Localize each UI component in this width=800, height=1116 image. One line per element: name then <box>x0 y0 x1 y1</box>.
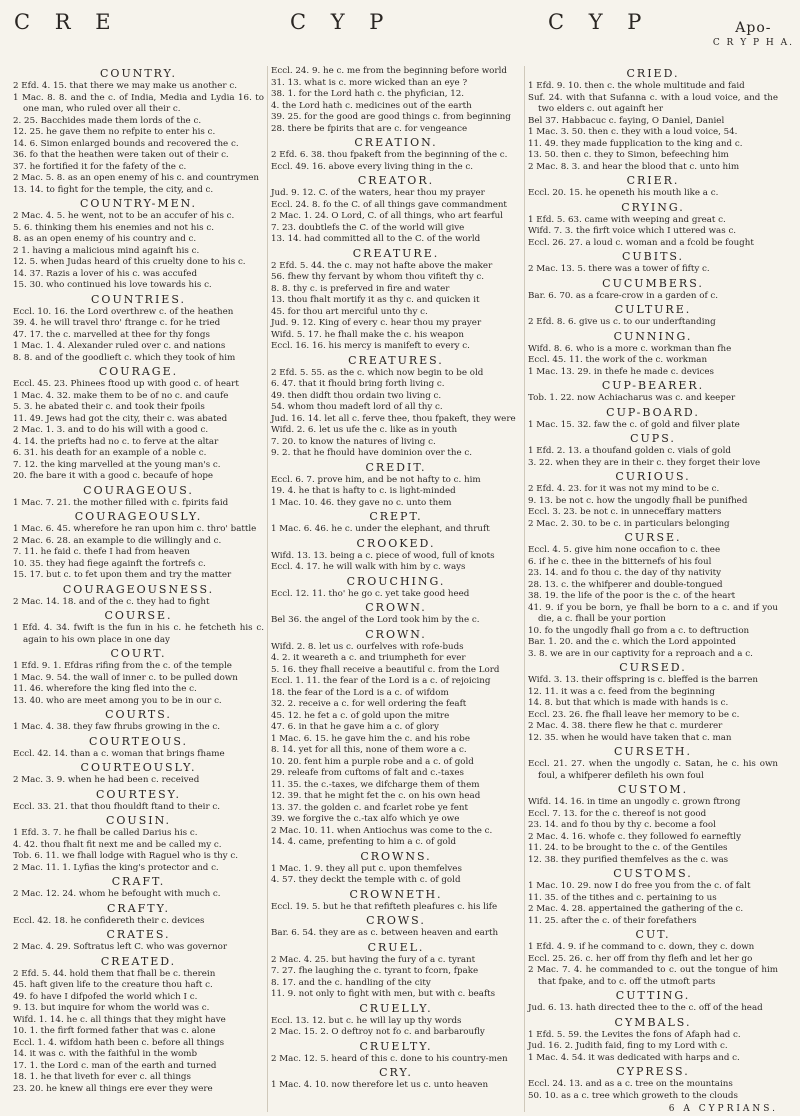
concordance-entry: 12. 35. when he would have taken that c. man <box>528 732 732 743</box>
entry-heading: CUT. <box>635 928 671 941</box>
concordance-entry: 12. 5. when Judas heard of this cruelty done to his c. <box>13 257 246 267</box>
concordance-entry: Jud. 16. 14. let all c. ferve thee, thou fpakeft, they were <box>271 413 516 424</box>
concordance-entry: 2 Efd. 8. 6. give us c. to our underftanding <box>528 317 716 327</box>
concordance-entry: 39. 25. for the good are good things c. from beginning <box>271 112 511 122</box>
concordance-entry: 2 Mac. 4. 5. he went, not to be an accufer of his c. <box>13 211 235 221</box>
entry-heading: CURSE. <box>624 531 682 544</box>
entry-heading: COURSE. <box>104 609 173 622</box>
concordance-entry: 1 Mac. 6. 46. he c. under the elephant, and thruft <box>271 524 490 534</box>
concordance-entry: 1 Efd. 9. 1. Efdras rifing from the c. of the temple <box>13 661 232 671</box>
concordance-entry: Bel 36. the angel of the Lord took him by the c. <box>271 615 480 625</box>
concordance-entry: 2 Mac. 4. 28. appertained the gathering of the c. <box>528 904 744 914</box>
concordance-entry: 1 Mac. 3. 50. then c. they with a loud voice, 54. <box>528 127 738 137</box>
catchword: 6 A CYPRIANS. <box>668 1104 778 1112</box>
concordance-entry: 45. 12. he fet a c. of gold upon the mitre <box>271 710 450 721</box>
entry-heading: CRUEL. <box>367 940 425 954</box>
concordance-entry: Eccl. 42. 14. than a c. woman that brings fhame <box>13 748 225 759</box>
concordance-entry: 14. 6. Simon enlarged bounds and recovered the c. <box>13 138 239 149</box>
entry-heading: CROWS. <box>366 914 426 927</box>
entry-heading: CUTTING. <box>615 989 691 1002</box>
concordance-entry: Eccl. 16. 16. his mercy is manifeft to every c. <box>271 341 470 351</box>
concordance-entry: 18. 1. he that liveth for ever c. all things <box>13 1072 191 1082</box>
concordance-entry: Jud. 9. 12. King of every c. hear thou my prayer <box>271 318 482 328</box>
concordance-entry: 23. 20. he knew all things ere ever they were <box>13 1083 213 1094</box>
concordance-entry: Eccl. 24. 13. and as a c. tree on the mountains <box>528 1079 733 1089</box>
concordance-entry: 1 Mac. 1. 4. Alexander ruled over c. and nations <box>13 341 226 351</box>
concordance-entry: 2 Mac. 7. 4. he commanded to c. out the tongue of him that fpake, and to c. off the utmoft parts <box>528 965 778 987</box>
concordance-entry: 11. 49. they made fupplication to the king and c. <box>528 138 743 149</box>
entry-heading: CURSED. <box>619 661 687 674</box>
concordance-entry: 2 Efd. 4. 23. for it was not my mind to be c. <box>528 484 720 494</box>
concordance-entry: Eccl. 25. 26. c. her off from thy flefh and let her go <box>528 953 753 964</box>
concordance-entry: Bar. 1. 20. and the c. which the Lord appointed <box>528 637 736 647</box>
concordance-entry: Jud. 6. 13. hath directed thee to the c. off of the head <box>528 1003 763 1013</box>
concordance-entry: Tob. 6. 11. we fhall lodge with Raguel who is thy c. <box>13 851 238 861</box>
entry-heading: COURAGE. <box>98 365 179 378</box>
concordance-entry: 14. 4. came, prefenting to him a c. of gold <box>271 837 457 847</box>
entry-heading: CRIER. <box>626 174 680 187</box>
entry-heading: CRAFTY. <box>107 901 170 915</box>
concordance-entry: Eccl. 21. 27. when the ungodly c. Satan, he c. his own foul, a whifperer defileth his own foul <box>528 759 778 781</box>
concordance-entry: 1 Mac. 4. 38. they faw fhrubs growing in the c. <box>13 722 221 732</box>
concordance-entry: 2 Mac. 15. 2. O deftroy not fo c. and barbaroufly <box>271 1027 485 1037</box>
entry-heading: COURTESY. <box>95 787 182 801</box>
concordance-entry: 9. 13. be not c. how the ungodly fhall be punifhed <box>528 495 748 506</box>
column-middle <box>267 66 524 1112</box>
concordance-entry: 6. if he c. thee in the bitternefs of his foul <box>528 556 712 567</box>
concordance-entry: 2 Mac. 4. 25. but having the fury of a c. tyrant <box>271 954 476 965</box>
concordance-entry: 12. 38. they purified themfelves as the c. was <box>528 854 729 865</box>
concordance-entry: 37. he fortified it for the fafety of the c. <box>13 161 187 172</box>
concordance-entry: Wifd. 5. 17. he fhall make the c. his weapon <box>271 329 464 340</box>
concordance-entry: 2 Mac. 11. 1. Lyfias the king's protector and c. <box>13 862 219 873</box>
concordance-entry: 28. there be fpirits that are c. for vengeance <box>271 123 468 134</box>
entry-heading: CROWNETH. <box>349 887 443 901</box>
concordance-entry: 12. 39. that he might fet the c. on his own head <box>271 791 481 801</box>
concordance-entry: 2 Mac. 1. 24. O Lord, C. of all things, who art fearful <box>271 211 503 221</box>
entry-heading: COURAGEOUS. <box>83 483 194 497</box>
entry-heading: CROWNS. <box>360 849 432 863</box>
concordance-entry: 13. 14. had committed all to the C. of the world <box>271 234 481 244</box>
entry-heading: CUCUMBERS. <box>602 276 704 290</box>
concordance-entry: 7. 23. doubtlefs the C. of the world will give <box>271 222 465 233</box>
concordance-entry: 1 Efd. 4. 9. if he command to c. down, they c. down <box>528 942 755 952</box>
concordance-entry: 2 Mac. 1. 3. and to do his will with a good c. <box>13 425 209 435</box>
concordance-entry: 11. 9. not only to fight with men, but with c. beafts <box>271 989 496 999</box>
concordance-entry: Eccl. 4. 5. give him none occafion to c. thee <box>528 545 721 555</box>
concordance-entry: Wifd. 1. 14. he c. all things that they might have <box>13 1014 226 1025</box>
concordance-entry: 4. 14. the priefts had no c. to ferve at the altar <box>13 436 219 447</box>
concordance-entry: Jud. 9. 12. C. of the waters, hear thou my prayer <box>271 188 485 198</box>
concordance-entry: 1 Mac. 13. 29. in thefe he made c. devices <box>528 366 715 377</box>
concordance-entry: 47. 17. the c. marvelled at thee for thy fongs <box>13 329 210 340</box>
concordance-entry: 8. 8. and of the goodlieft c. which they took of him <box>13 352 236 363</box>
concordance-entry: Wifd. 13. 13. being a c. piece of wood, full of knots <box>271 550 495 561</box>
entry-heading: CREDIT. <box>365 460 427 474</box>
concordance-entry: Eccl. 1. 11. the fear of the Lord is a c. of rejoicing <box>271 676 491 686</box>
concordance-entry: Eccl. 49. 16. above every living thing in the c. <box>271 161 474 172</box>
concordance-entry: 2 1. having a malicious mind againft his c. <box>13 245 200 256</box>
entry-heading: CUSTOMS. <box>613 867 693 880</box>
concordance-entry: 2 Efd. 5. 44. the c. may not hafte above the maker <box>271 260 493 271</box>
concordance-entry: Eccl. 23. 26. fhe fhall leave her memory to be c. <box>528 709 740 720</box>
concordance-entry: 8. 8. thy c. is preferved in fire and water <box>271 283 450 294</box>
concordance-entry: 11. 24. to be brought to the c. of the Gentiles <box>528 843 728 853</box>
concordance-entry: 2 Mac. 12. 24. whom he befought with much c. <box>13 889 221 899</box>
concordance-entry: Eccl. 1. 4. wifdom hath been c. before all things <box>13 1037 225 1048</box>
concordance-entry: 14. 8. but that which is made with hands is c. <box>528 698 729 708</box>
concordance-entry: 1 Mac. 6. 15. he gave him the c. and his robe <box>271 733 470 744</box>
concordance-entry: 2 Mac. 14. 18. and of the c. they had to fight <box>13 596 210 607</box>
concordance-entry: 2 Mac. 13. 5. there was a tower of fifty c. <box>528 264 710 274</box>
concordance-entry: 1 Mac. 4. 54. it was dedicated with harps and c. <box>528 1052 740 1063</box>
entry-heading: COURTS. <box>105 708 172 721</box>
concordance-entry: 8. 14. yet for all this, none of them wore a c. <box>271 745 467 755</box>
concordance-entry: 11. 35. the c.-taxes, we difcharge them of them <box>271 779 480 790</box>
concordance-entry: 2 Mac. 3. 9. when he had been c. received <box>13 775 200 785</box>
concordance-entry: Eccl. 24. 8. fo the C. of all things gave commandment <box>271 199 507 210</box>
entry-heading: CREATURES. <box>348 353 444 367</box>
concordance-entry: Bar. 6. 54. they are as c. between heaven and earth <box>271 928 499 938</box>
entry-heading: CREATURE. <box>352 246 440 260</box>
entry-heading: COURAGEOUSLY. <box>74 510 203 523</box>
concordance-entry: 14. 37. Razis a lover of his c. was accufed <box>13 268 198 279</box>
running-head-left: C R E <box>14 10 120 34</box>
concordance-entry: 13. 40. who are meet among you to be in our c. <box>13 695 222 706</box>
concordance-entry: 1 Mac. 9. 54. the wall of inner c. to be pulled down <box>13 672 238 683</box>
concordance-entry: 11. 49. Jews had got the city, their c. was abated <box>13 413 228 424</box>
concordance-entry: 5. 16. they fhall receive a beautiful c. from the Lord <box>271 664 500 675</box>
concordance-entry: 5. 3. he abated their c. and took their fpoils <box>13 402 205 412</box>
concordance-entry: 12. 11. it was a c. feed from the beginning <box>528 686 715 697</box>
concordance-entry: 4. 2. it weareth a c. and triumpheth for ever <box>271 653 466 663</box>
concordance-entry: 56. fhew thy fervant by whom thou vifiteft thy c. <box>271 272 485 282</box>
concordance-entry: 4. 42. thou fhalt fit next me and be called my c. <box>13 839 222 850</box>
entry-heading: CULTURE. <box>614 303 692 316</box>
concordance-entry: 8. 17. and the c. handling of the city <box>271 977 431 988</box>
entry-heading: COURTEOUS. <box>88 734 189 748</box>
concordance-entry: 1 Efd. 9. 10. then c. the whole multitude and faid <box>528 81 745 91</box>
running-head-right: C Y P <box>548 10 651 34</box>
concordance-entry: 2 Mac. 10. 11. when Antiochus was come to the c. <box>271 825 493 836</box>
entry-heading: CURIOUS. <box>615 470 691 483</box>
concordance-entry: 41. 9. if you be born, ye fhall be born to a c. and if you die, a c. fhall be your portion <box>528 602 778 624</box>
entry-heading: CUBITS. <box>621 250 685 263</box>
concordance-entry: Eccl. 33. 21. that thou fhouldft ftand to their c. <box>13 801 220 812</box>
concordance-entry: 54. whom thou madeft lord of all thy c. <box>271 402 443 412</box>
concordance-entry: 1 Mac. 10. 46. they gave no c. unto them <box>271 497 452 508</box>
concordance-entry: Eccl. 45. 23. Phinees ftood up with good c. of heart <box>13 379 239 389</box>
concordance-entry: 1 Efd. 3. 7. he fhall be called Darius his c. <box>13 828 198 838</box>
concordance-entry: 15. 17. but c. to fet upon them and try the matter <box>13 570 232 580</box>
concordance-entry: 1 Mac. 4. 10. now therefore let us c. unto heaven <box>271 1080 489 1090</box>
concordance-entry: 31. 13. what is c. more wicked than an eye ? <box>271 77 468 88</box>
entry-heading: COURTEOUSLY. <box>80 761 197 774</box>
entry-heading: CRIED. <box>626 67 680 80</box>
concordance-entry: 6. 31. his death for an example of a noble c. <box>13 448 207 458</box>
entry-heading: COURAGEOUSNESS. <box>62 582 215 596</box>
concordance-entry: 14. it was c. with the faithful in the womb <box>13 1049 198 1059</box>
concordance-entry: 11. 46. wherefore the king fled into the c. <box>13 684 197 694</box>
concordance-entry: 7. 20. to know the natures of living c. <box>271 436 436 447</box>
concordance-entry: 2 Mac. 5. 8. as an open enemy of his c. and countrymen <box>13 173 259 183</box>
column-left <box>10 66 267 1112</box>
concordance-entry: 10. 35. they had fiege againft the fortrefs c. <box>13 558 206 569</box>
concordance-entry: 49. fo have I difpofed the world which I c. <box>13 991 198 1002</box>
entry-heading: CREATOR. <box>357 174 435 187</box>
concordance-entry: Bel 37. Habbacuc c. faying, O Daniel, Daniel <box>528 115 725 126</box>
concordance-entry: 11. 35. of the tithes and c. pertaining to us <box>528 892 717 903</box>
column-right <box>524 66 781 1112</box>
concordance-entry: Suf. 24. with that Sufanna c. with a loud voice, and the two elders c. out againft her <box>528 92 778 114</box>
concordance-entry: 45. haft given life to the creature thou haft c. <box>13 980 213 990</box>
concordance-entry: 1 Mac. 10. 29. now I do free you from the c. of falt <box>528 881 751 891</box>
concordance-entry: 2 Mac. 4. 29. Softratus left C. who was governor <box>13 942 227 952</box>
concordance-entry: 39. we forgive the c.-tax alfo which ye owe <box>271 814 460 824</box>
concordance-entry: 17. 1. the Lord c. man of the earth and turned <box>13 1060 217 1071</box>
concordance-entry: 1 Efd. 5. 59. the Levites the fons of Afaph had c. <box>528 1029 741 1040</box>
concordance-entry: 15. 30. who continued his love towards his c. <box>13 280 212 290</box>
entry-heading: CROUCHING. <box>346 574 446 588</box>
section-label-sub: C R Y P H A. <box>712 38 794 48</box>
concordance-entry: Bar. 6. 70. as a fcare-crow in a garden of c. <box>528 290 719 301</box>
concordance-entry: Wifd. 2. 6. let us ufe the c. like as in youth <box>271 425 458 435</box>
concordance-entry: 29. releafe from cuftoms of falt and c.-taxes <box>271 768 465 778</box>
entry-heading: CREATION. <box>354 136 438 149</box>
concordance-entry: Jud. 16. 2. Judith faid, fing to my Lord with c. <box>528 1041 728 1051</box>
concordance-entry: Eccl. 13. 12. but c. he will lay up thy words <box>271 1015 462 1026</box>
concordance-entry: 1 Mac. 15. 32. faw the c. of gold and filver plate <box>528 419 740 430</box>
concordance-entry: Eccl. 19. 5. but he that refifteth pleafures c. his life <box>271 901 498 912</box>
entry-heading: CRATES. <box>106 928 171 941</box>
concordance-entry: 2 Mac. 4. 16. whofe c. they followed fo earneftly <box>528 831 741 842</box>
concordance-entry: 2 Mac. 12. 5. heard of this c. done to his country-men <box>271 1053 508 1064</box>
concordance-entry: 7. 11. he faid c. thefe I had from heaven <box>13 547 190 557</box>
concordance-entry: 1 Mac. 8. 8. and the c. of India, Media and Lydia 16. to one man, who ruled over all their c. <box>13 92 264 114</box>
concordance-entry: 9. 2. that he fhould have dominion over the c. <box>271 448 473 458</box>
concordance-entry: Eccl. 7. 13. for the c. thereof is not good <box>528 808 707 819</box>
concordance-entry: Wifd. 3. 13. their offspring is c. bleffed is the barren <box>528 675 758 685</box>
page-header <box>0 6 800 58</box>
concordance-entry: 13. 50. then c. they to Simon, befeeching him <box>528 150 729 160</box>
entry-heading: CREPT. <box>369 510 423 523</box>
concordance-entry: Wifd. 8. 6. who is a more c. workman than fhe <box>528 343 732 354</box>
entry-heading: COUSIN. <box>105 814 171 827</box>
concordance-entry: 10. 20. fent him a purple robe and a c. of gold <box>271 756 474 767</box>
concordance-entry: 10. fo the ungodly fhall go from a c. to deftruction <box>528 625 750 636</box>
concordance-entry: 13. 37. the golden c. and fcarlet robe ye fent <box>271 802 468 813</box>
concordance-entry: Eccl. 24. 9. he c. me from the beginning before world <box>271 66 507 76</box>
entry-heading: CUPS. <box>630 432 676 445</box>
concordance-entry: 39. 4. he will travel thro' ftrange c. for he tried <box>13 318 221 328</box>
concordance-entry: 6. 47. that it fhould bring forth living c. <box>271 379 445 389</box>
entry-heading: CYPRESS. <box>616 1065 690 1078</box>
entry-heading: COUNTRY. <box>100 67 177 80</box>
concordance-entry: 8. as an open enemy of his country and c. <box>13 234 197 244</box>
concordance-entry: 2 Efd. 5. 44. hold them that fhall be c. therein <box>13 968 216 979</box>
entry-heading: CROWN. <box>365 627 427 641</box>
entry-heading: CREATED. <box>100 954 177 968</box>
concordance-entry: Tob. 1. 22. now Achiacharus was c. and keeper <box>528 393 736 403</box>
concordance-entry: 49. then didft thou ordain two living c. <box>271 390 442 401</box>
concordance-entry: Eccl. 42. 18. he confidereth their c. devices <box>13 915 205 926</box>
concordance-entry: 2 Mac. 8. 3. and hear the blood that c. unto him <box>528 161 740 172</box>
concordance-entry: Eccl. 12. 11. tho' he go c. yet take good heed <box>271 588 470 599</box>
concordance-entry: 7. 12. the king marvelled at the young man's c. <box>13 459 221 470</box>
concordance-entry: 13. thou fhalt mortify it as thy c. and quicken it <box>271 295 480 305</box>
entry-heading: COURT. <box>110 647 167 660</box>
concordance-entry: 19. 4. he that is hafty to c. is light-minded <box>271 486 456 496</box>
concordance-entry: 38. 1. for the Lord hath c. the phyfician, 12. <box>271 89 465 99</box>
concordance-entry: 23. 14. and fo thou c. the day of thy nativity <box>528 568 722 578</box>
concordance-entry: 1 Mac. 4. 32. make them to be of no c. and caufe <box>13 390 229 401</box>
concordance-entry: 2 Efd. 4. 15. that there we may make us another c. <box>13 81 237 91</box>
concordance-entry: 18. the fear of the Lord is a c. of wifdom <box>271 687 449 698</box>
concordance-entry: 1 Mac. 1. 9. they all put c. upon themfelves <box>271 863 462 874</box>
concordance-entry: 1 Mac. 7. 21. the mother filled with c. fpirits faid <box>13 497 229 508</box>
concordance-entry: 45. for thou art merciful unto thy c. <box>271 306 428 317</box>
concordance-entry: Eccl. 3. 23. be not c. in unneceffary matters <box>528 507 722 517</box>
concordance-entry: 20. fhe bare it with a good c. becaufe of hope <box>13 471 214 481</box>
concordance-entry: 12. 25. he gave them no refpite to enter his c. <box>13 127 216 137</box>
concordance-entry: Eccl. 26. 27. a loud c. woman and a fcold be fought <box>528 237 754 248</box>
concordance-entry: 4. 57. they deckt the temple with c. of gold <box>271 875 461 885</box>
section-label-main: Apo- <box>735 20 772 36</box>
concordance-entry: 28. 13. c. the whifperer and double-tongued <box>528 579 723 590</box>
entry-heading: CRUELTY. <box>359 1039 433 1053</box>
entry-heading: CUP-BEARER. <box>601 379 705 392</box>
concordance-entry: 1 Efd. 5. 63. came with weeping and great c. <box>528 214 726 225</box>
concordance-entry: Wifd. 7. 3. the firft voice which I uttered was c. <box>528 226 737 236</box>
concordance-entry: 1 Mac. 6. 45. wherefore he ran upon him c. thro' battle <box>13 524 257 534</box>
concordance-entry: Eccl. 10. 16. the Lord overthrew c. of the heathen <box>13 306 234 317</box>
concordance-entry: 2 Efd. 5. 55. as the c. which now begin to be old <box>271 367 484 378</box>
entry-heading: COUNTRIES. <box>91 292 186 306</box>
concordance-entry: Eccl. 4. 17. he will walk with him by c. ways <box>271 562 466 572</box>
concordance-entry: 13. 14. to fight for the temple, the city, and c. <box>13 184 214 195</box>
entry-heading: CRY. <box>379 1066 413 1079</box>
concordance-entry: 1 Efd. 4. 34. fwift is the fun in his c. he fetcheth his c. again to his own place in one day <box>13 623 264 645</box>
concordance-entry: 38. 19. the life of the poor is the c. of the heart <box>528 591 736 601</box>
concordance-entry: 2 Mac. 6. 28. an example to die willingly and c. <box>13 535 222 546</box>
concordance-entry: Eccl. 20. 15. he openeth his mouth like a c. <box>528 188 719 198</box>
concordance-entry: 2 Efd. 6. 38. thou fpakeft from the beginning of the c. <box>271 150 508 160</box>
entry-heading: CURSETH. <box>614 745 692 758</box>
concordance-entry: 2. 25. Bacchides made them lords of the c. <box>13 115 202 126</box>
entry-heading: CRYING. <box>621 200 685 214</box>
concordance-entry: Eccl. 6. 7. prove him, and be not hafty to c. him <box>271 474 481 485</box>
entry-heading: CYMBALS. <box>614 1015 692 1029</box>
concordance-entry: 4. the Lord hath c. medicines out of the earth <box>271 100 472 111</box>
entry-heading: CUP-BOARD. <box>606 405 700 419</box>
concordance-entry: 50. 10. as a c. tree which groweth to the clouds <box>528 1090 738 1101</box>
concordance-entry: 3. 8. we are in our captivity for a reproach and a c. <box>528 648 753 659</box>
entry-heading: CROOKED. <box>356 536 436 550</box>
concordance-entry: 23. 14. and fo thou by thy c. become a fool <box>528 820 716 830</box>
concordance-entry: 11. 25. after the c. of their forefathers <box>528 915 697 926</box>
section-label <box>713 20 794 48</box>
concordance-entry: 7. 27. fhe laughing the c. tyrant to fcorn, fpake <box>271 966 479 976</box>
concordance-entry: 2 Mac. 4. 38. there flew he that c. murderer <box>528 721 723 731</box>
concordance-entry: Wifd. 2. 8. let us c. ourfelves with rofe-buds <box>271 641 464 652</box>
concordance-entry: 1 Efd. 2. 13. a thoufand golden c. vials of gold <box>528 446 731 456</box>
running-head-middle: C Y P <box>290 10 393 34</box>
entry-heading: CUNNING. <box>613 329 693 343</box>
concordance-entry: 10. 1. the firft formed father that was c. alone <box>13 1026 216 1036</box>
concordance-entry: 3. 22. when they are in their c. they forget their love <box>528 457 761 468</box>
concordance-entry: Wifd. 14. 16. in time an ungodly c. grown ftrong <box>528 797 741 807</box>
entry-heading: CUSTOM. <box>617 783 689 796</box>
entry-heading: COUNTRY-MEN. <box>79 197 198 210</box>
entry-heading: CROWN. <box>365 601 427 614</box>
entry-heading: CRAFT. <box>111 875 166 888</box>
concordance-entry: 36. fo that the heathen were taken out of their c. <box>13 150 229 160</box>
concordance-entry: 9. 13. but inquire for whom the world was c. <box>13 1003 210 1013</box>
concordance-entry: 32. 2. receive a c. for well ordering the feaft <box>271 699 467 709</box>
concordance-entry: Eccl. 45. 11. the work of the c. workman <box>528 355 708 365</box>
concordance-columns <box>10 66 792 1112</box>
concordance-entry: 5. 6. thinking them his enemies and not his c. <box>13 222 214 233</box>
concordance-entry: 47. 6. in that he gave him a c. of glory <box>271 722 439 732</box>
concordance-entry: 2 Mac. 2. 30. to be c. in particulars belonging <box>528 518 730 529</box>
entry-heading: CRUELLY. <box>359 1001 433 1015</box>
